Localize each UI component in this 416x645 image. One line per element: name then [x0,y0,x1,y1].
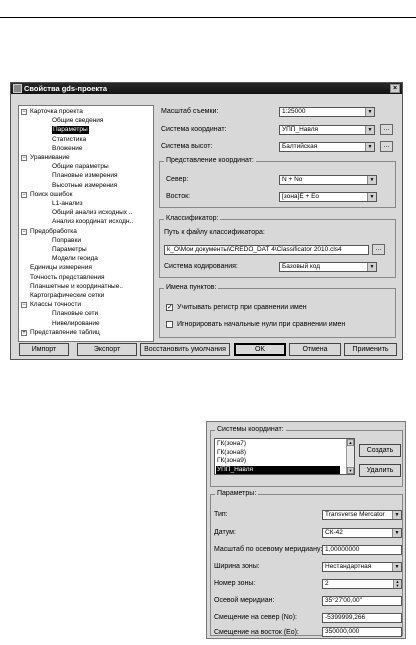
north-offset-label: Смещение на север (No): [214,614,297,621]
axial-scale-value: 1,00000000 [325,546,360,553]
zone-width-label: Ширина зоны: [214,563,260,570]
apply-button[interactable]: Применить [344,343,397,356]
classifier-browse-button[interactable]: ... [372,244,385,255]
coordinate-system-item[interactable]: УПП_Навля [216,466,340,474]
tree-item[interactable]: Общий анализ исходных .. [52,209,133,217]
settings-tree[interactable] [18,105,154,342]
case-checkbox[interactable]: ✓ [167,304,173,311]
datum-label: Датум: [214,529,236,536]
zone-number-label: Номер зоны: [214,580,256,587]
tree-item[interactable]: Плановые сети [52,310,99,318]
classifier-title: Классификатор: [166,215,219,222]
coord-system-value: УПП_Навля [282,126,319,133]
collapse-icon[interactable]: − [22,191,26,198]
axial-scale-label: Масштаб по осевому меридиану: [214,546,323,553]
scale-label: Масштаб съемки: [161,108,219,115]
collapse-icon[interactable]: − [22,155,26,161]
coordinate-systems-panel [206,421,406,639]
tree-item[interactable]: Плановые измерения [52,172,118,180]
point-names-group [159,284,396,338]
tree-item[interactable]: Представление таблиц [30,328,100,336]
tree-item[interactable]: Высотные измерения [52,181,118,189]
tree-item[interactable]: Карточка проекта [30,108,83,115]
tree-item[interactable]: Общие сведения [52,117,104,125]
tree-item[interactable]: Вложение [52,144,83,152]
case-checkbox-label: Учитывать регистр при сравнении имен [177,304,307,311]
height-system-select[interactable] [279,142,375,152]
chevron-down-icon: ▼ [367,193,376,201]
east-offset-value: 350000,000 [325,628,360,635]
tree-item[interactable]: Статистика [52,135,87,143]
chevron-down-icon: ▼ [392,529,401,537]
axial-scale-input[interactable] [322,545,402,555]
coord-system-label: Система координат: [161,126,227,133]
tree-item[interactable]: Единицы измерения [30,264,92,272]
tree-item[interactable]: Поправки [52,236,81,244]
height-system-value: Балтийская [282,143,318,150]
scroll-up-icon[interactable]: ▲ [348,440,353,445]
close-icon[interactable]: × [390,84,400,93]
datum-value: СК-42 [325,529,343,536]
classifier-path-value: k_O\Мои документы\CREDO_DAT 4\Classificator 2010.cls4 [167,246,342,253]
export-button[interactable]: Экспорт [77,343,137,356]
north-select[interactable] [279,175,377,185]
coordinate-system-item[interactable]: ГК(зона7) [217,440,246,447]
tree-item[interactable]: Модели геоида [52,255,98,263]
app-icon [13,84,22,93]
encoding-value: Базовый код [282,263,321,270]
height-system-label: Система высот: [161,143,213,150]
tree-item[interactable]: L1-анализ [52,200,83,207]
coordinate-systems-list[interactable] [214,438,355,475]
tree-item[interactable]: Точность представления [30,273,105,281]
chevron-down-icon: ▼ [367,176,376,184]
chevron-down-icon: ▼ [365,143,374,151]
type-select[interactable] [322,510,402,520]
params-title: Параметры: [217,490,257,497]
type-value: Transverse Mercator [325,511,385,518]
classifier-path-label: Путь к файлу классификатора: [164,229,265,236]
tree-item[interactable]: Общие параметры [52,163,109,171]
project-properties-dialog [10,82,403,360]
coordinate-system-item[interactable]: ГК(зона9) [217,457,246,464]
systems-title: Системы координат: [217,426,284,433]
expand-icon[interactable]: + [22,329,26,336]
north-label: Север: [166,176,189,183]
tree-item[interactable]: Классы точности [30,301,81,309]
zeros-checkbox-label: Игнорировать начальные нули при сравнении имен [177,321,346,328]
tree-item[interactable]: Анализ координат исходн.. [52,218,134,226]
chevron-down-icon: ▼ [392,511,401,519]
ok-button[interactable]: OK [234,343,286,356]
coord-representation-title: Представление координат: [166,157,254,164]
tree-item[interactable]: Планшетные и координатные.. [30,282,123,290]
coord-system-select[interactable] [279,125,375,135]
tree-item[interactable]: Уравнивание [30,154,70,161]
tree-item[interactable]: Картографические сетки [30,292,105,299]
zone-width-select[interactable] [322,562,402,572]
coord-representation-group [159,157,396,208]
cancel-button[interactable]: Отмена [289,343,341,356]
spinner-icon[interactable]: ▲ ▼ [393,580,401,588]
axial-meridian-value: 35°27'00,00" [325,597,362,604]
classifier-path-input[interactable] [164,245,369,255]
coordinate-system-item[interactable]: ГК(зона8) [217,448,246,456]
collapse-icon[interactable]: − [22,228,26,235]
east-offset-label: Смещение на восток (Eo): [214,629,299,636]
zone-width-value: Нестандартная [325,563,372,570]
datum-select[interactable] [322,528,402,538]
north-offset-value: -5399999,266 [325,614,366,621]
point-names-title: Имена пунктов: [166,284,217,291]
tree-item[interactable]: Параметры [52,246,87,253]
list-scrollbar[interactable] [346,439,354,474]
classifier-group [159,215,396,278]
tree-item[interactable]: Нивелирование [52,319,100,327]
dialog-title: Свойства gds-проекта [24,84,108,93]
tree-item[interactable]: Параметры [53,126,88,134]
collapse-icon[interactable]: − [22,109,26,115]
collapse-icon[interactable]: − [22,302,26,309]
scroll-down-icon[interactable]: ▼ [348,468,353,473]
scale-select[interactable] [279,107,375,117]
encoding-label: Система кодирования: [164,263,238,270]
axial-meridian-input[interactable] [322,596,402,606]
scale-value: 1:25000 [282,108,306,115]
east-select[interactable] [279,192,377,202]
chevron-down-icon: ▼ [392,563,401,571]
zone-number-value: 2 [325,580,329,587]
chevron-down-icon: ▼ [367,263,376,271]
zone-number-input[interactable] [322,579,402,589]
east-offset-input[interactable] [322,627,402,637]
restore-defaults-button[interactable]: Восстановить умолчания [140,343,230,356]
north-value: N + No [282,176,303,183]
page-header-rule [0,17,416,18]
tree-item[interactable]: Предобработка [30,227,77,235]
axial-meridian-label: Осевой меридиан: [214,597,275,604]
chevron-down-icon: ▼ [365,108,374,116]
dialog-titlebar [11,83,402,94]
create-button[interactable]: Создать [359,444,401,457]
chevron-down-icon: ▼ [365,126,374,134]
zeros-checkbox[interactable] [166,321,173,328]
tree-item[interactable]: Поиск ошибок [30,190,73,198]
encoding-select[interactable] [279,262,377,272]
coord-system-browse-button[interactable]: ... [380,124,393,135]
north-offset-input[interactable] [322,613,402,623]
east-value: [зона]E + Eo [282,193,320,200]
type-label: Тип: [214,511,228,518]
delete-button[interactable]: Удалить [359,464,401,477]
east-label: Восток: [166,193,191,200]
height-system-browse-button[interactable]: ... [380,141,393,152]
import-button[interactable]: Импорт [19,343,69,356]
